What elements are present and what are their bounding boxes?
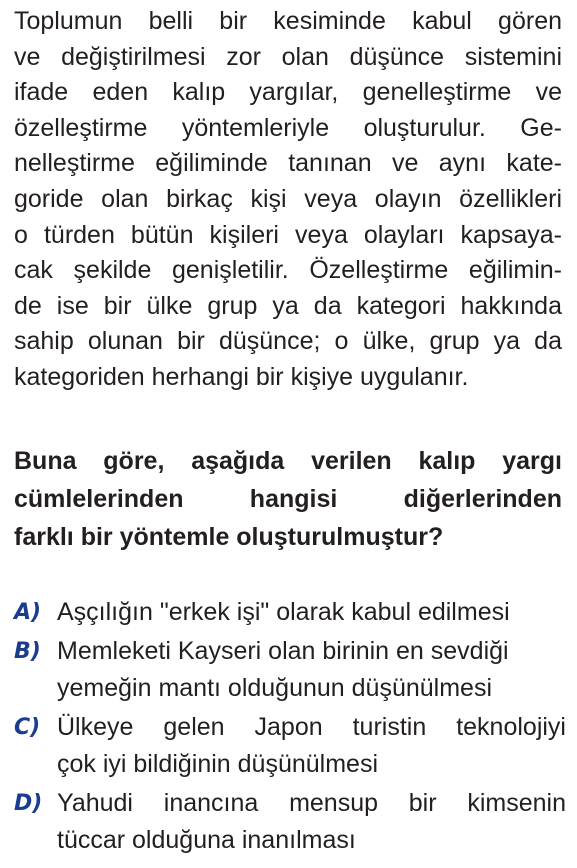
passage-line: kategoriden herhangi bir kişiye uygulanır. [14,362,469,391]
option-letter: D) [14,791,43,816]
option-letter: B) [14,639,41,664]
question-line: Buna göre, aşağıda verilen kalıp yargı [14,447,562,475]
option-text [57,709,566,783]
passage-line: nelleştirme eğiliminde tanınan ve aynı kate- [14,149,562,178]
question-line: farklı bir yöntemle oluşturulmuştur? [14,523,444,551]
option-line: çok iyi bildiğinin düşünülmesi [57,750,378,778]
passage-line: ifade eden kalıp yargılar, genelleştirme ve [14,78,562,107]
option-text [57,785,566,859]
option-line: tüccar olduğuna inanılması [57,826,356,854]
option-c[interactable] [14,709,566,783]
option-line: Aşçılığın "erkek işi" olarak kabul edilmesi [57,598,510,626]
passage-line: de ise bir ülke grup ya da kategori hakkında [14,291,562,320]
option-a[interactable] [14,594,566,631]
passage-line: sahip olunan bir düşünce; o ülke, grup ya da [14,327,562,356]
passage-line: özelleştirme yöntemleriyle oluşturulur. Ge- [14,113,562,142]
option-d[interactable] [14,785,566,859]
option-text [57,594,566,631]
option-line: Ülkeye gelen Japon turistin teknolojiyi [57,713,566,741]
answer-options [14,594,566,861]
passage-line: ve değiştirilmesi zor olan düşünce sistemini [14,42,562,71]
passage-line: cak şekilde genişletilir. Özelleştirme eğilimin- [14,256,562,285]
passage-line: o türden bütün kişileri veya olayları kapsaya- [14,220,562,249]
passage-line: goride olan birkaç kişi veya olayın özellikleri [14,184,562,213]
question-stem [14,442,562,556]
passage-paragraph [14,4,562,396]
option-line: Yahudi inancına mensup bir kimsenin [57,789,566,817]
passage-line: Toplumun belli bir kesiminde kabul gören [14,7,562,35]
option-line: Memleketi Kayseri olan birinin en sevdiği [57,637,509,665]
option-text [57,633,566,707]
option-line: yemeğin mantı olduğunun düşünülmesi [57,674,492,702]
option-b[interactable] [14,633,566,707]
option-letter: A) [14,600,42,625]
option-letter: C) [14,715,41,740]
question-line: cümlelerinden hangisi diğerlerinden [14,485,562,513]
